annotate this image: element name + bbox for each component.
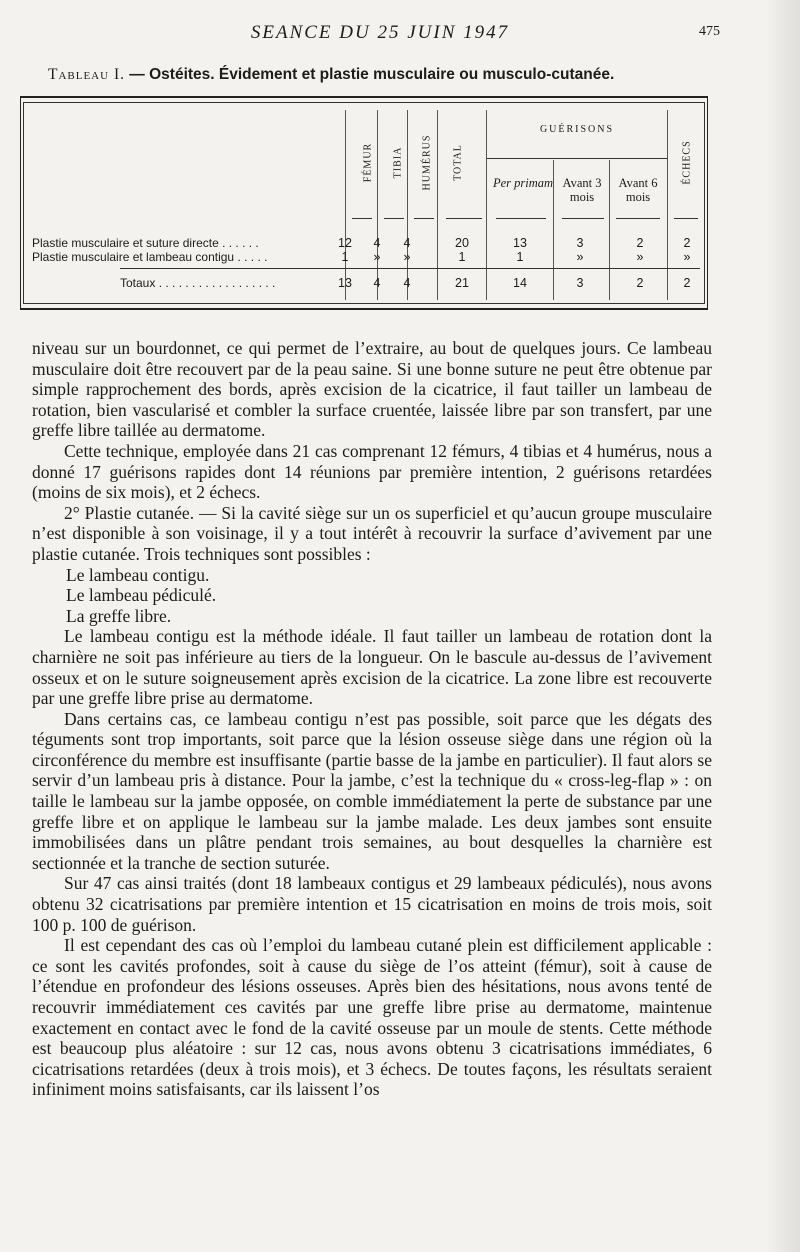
table-rule [553, 160, 554, 300]
header-underline [384, 218, 404, 219]
list-item: La greffe libre. [66, 605, 172, 626]
table-caption [48, 66, 708, 84]
col-humerus: HUMÉRUS [421, 134, 433, 191]
table-cell: » [403, 250, 411, 264]
table-cell: 4 [373, 276, 381, 290]
paragraph: Cette technique, employée dans 21 cas comprenant 12 fémurs, 4 tibias et 4 humérus, nous a donné 17 guérisons rapides dont 14 réunions par première intention, 2 guérisons retardées (moins de six mois), et 2 échecs. [32, 440, 712, 503]
table-cell: 12 [338, 236, 352, 250]
table-cell: 2 [636, 276, 644, 290]
table-caption-lead: Tableau I. [48, 66, 125, 83]
table-cell: 13 [338, 276, 352, 290]
table-cell: 3 [576, 236, 584, 250]
table-cell: 14 [513, 276, 527, 290]
row-label: Plastie musculaire et suture directe . . . . . . [32, 236, 259, 250]
list-item: Le lambeau contigu. [66, 564, 210, 585]
table-rule [437, 110, 438, 300]
table-rule [667, 110, 668, 300]
totals-rule [120, 268, 700, 269]
table-rule [486, 110, 487, 300]
col-group-guerisons: GUÉRISONS [539, 124, 615, 135]
paragraph: Sur 47 cas ainsi traités (dont 18 lambeaux contigus et 29 lambeaux pédiculés), nous avons obtenu 32 cicatrisations par première intention et 15 cicatrisation en moins de trois mois, soit 100 p. 100 de guérison. [32, 873, 712, 935]
col-avant-3-mois: Avant 3 mois [562, 176, 602, 204]
paragraph: Il est cependant des cas où l’emploi du lambeau cutané plein est difficilement applicable : ce sont les cavités profondes, soit à cause du siège de l’os atteint (fémur), soit à cause de l’étendue en profondeur des lésions osseuses. Après bien des hésitations, nous avons tenté de recouvrir immédiatement ces cavités par une greffe libre prise au dermatome, maintenue exactement en contact avec le fond de la cavité osseuse par un moule de stents. Cette méthode est beaucoup plus aléatoire : sur 12 cas, nous avons obtenu 3 cicatrisations immédiates, 6 cicatrisations retardées (deux à trois mois), et 3 échecs. De toutes façons, les résultats seraient infiniment moins satisfaisants, car ils laissent l’os [32, 935, 712, 1100]
header-underline [414, 218, 434, 219]
paragraph: niveau sur un bourdonnet, ce qui permet de l’extraire, au bout de quelques jours. Ce lambeau musculaire doit être recouvert par de la peau saine. Si une bonne suture ne peut être obtenue par simple rapprochement des bords, après excision de la cicatrice, il faut tailler un lambeau de rotation, bien vascularisé et combler la surface cruentée, laissée libre par son transfert, par une greffe libre taillée au dermatome. [32, 338, 712, 441]
paragraph: Le lambeau contigu est la méthode idéale. Il faut tailler un lambeau de rotation dont la charnière ne soit pas inférieure au tiers de la longueur. On le bascule au-dessus de l’avivement osseux et on le suture soigneusement après excision de la cicatrice. La zone libre est recouverte par une greffe libre prise au dermatome. [32, 626, 712, 709]
table-cell: 4 [403, 236, 411, 250]
page-number: 475 [699, 24, 720, 39]
paragraph: 2° Plastie cutanée. — Si la cavité siège sur un os superficiel et qu’aucun groupe musculaire n’est disponible à son voisinage, il y a tout intérêt à recouvrir la surface d’avivement par une plastie cutanée. Trois techniques sont possibles : [32, 502, 712, 564]
running-header [40, 22, 720, 46]
table-cell: 2 [683, 236, 691, 250]
table-cell: 20 [455, 236, 469, 250]
table-cell: » [373, 250, 381, 264]
col-tibia: TIBIA [392, 146, 404, 179]
table-cell: 1 [458, 250, 466, 264]
table-cell: 1 [516, 250, 524, 264]
table-rule [407, 110, 408, 300]
table-cell: 4 [373, 236, 381, 250]
table-cell: 3 [576, 276, 584, 290]
col-avant-6-mois: Avant 6 mois [618, 176, 658, 204]
col-echecs: ÉCHECS [681, 140, 693, 185]
header-underline [496, 218, 546, 219]
table-rule [377, 110, 378, 300]
list-item: Le lambeau pédiculé. [66, 585, 217, 606]
col-femur: FÉMUR [362, 142, 374, 183]
running-title: SEANCE DU 25 JUIN 1947 [250, 22, 510, 43]
page-edge-shadow [766, 0, 800, 1252]
header-underline [616, 218, 660, 219]
paragraph: Dans certains cas, ce lambeau contigu n’est pas possible, soit parce que les dégats des téguments sont trop importants, soit parce que la lésion osseuse siège dans une région où la circonférence du membre est insuffisante (partie basse de la jambe en particulier). Il faut alors se servir d’un lambeau pris à distance. Pour la jambe, c’est la technique du « cross-leg-flap » : on taille le lambeau sur la jambe opposée, on comble immédiatement la perte de substance par une greffe libre et on applique le lambeau sur la jambe malade. Les deux jambes sont ensuite immobilisées dans un plâtre pendant trois semaines, au bout desquelles la charnière est sectionnée et la tranche de section suturée. [32, 708, 712, 873]
col-total: TOTAL [452, 144, 464, 181]
table-cell: » [636, 250, 644, 264]
table-rule [345, 110, 346, 300]
table-cell: 21 [455, 276, 469, 290]
row-label: Plastie musculaire et lambeau contigu . . . . . [32, 250, 268, 264]
table-cell: 2 [683, 276, 691, 290]
table-cell: 2 [636, 236, 644, 250]
row-label-totals: Totaux . . . . . . . . . . . . . . . . . . [120, 276, 276, 290]
header-underline [674, 218, 698, 219]
table-cell: 13 [513, 236, 527, 250]
table-caption-title: — Ostéites. Évidement et plastie musculaire ou musculo-cutanée. [125, 66, 615, 83]
header-underline [446, 218, 482, 219]
header-underline [562, 218, 604, 219]
table-cell: 1 [341, 250, 349, 264]
table-cell: 4 [403, 276, 411, 290]
table-cell: » [683, 250, 691, 264]
group-underline [487, 158, 667, 159]
article-body [32, 338, 712, 1100]
table-rule [609, 160, 610, 300]
header-underline [352, 218, 372, 219]
table-cell: » [576, 250, 584, 264]
col-per-primam: Per primam [492, 176, 554, 190]
